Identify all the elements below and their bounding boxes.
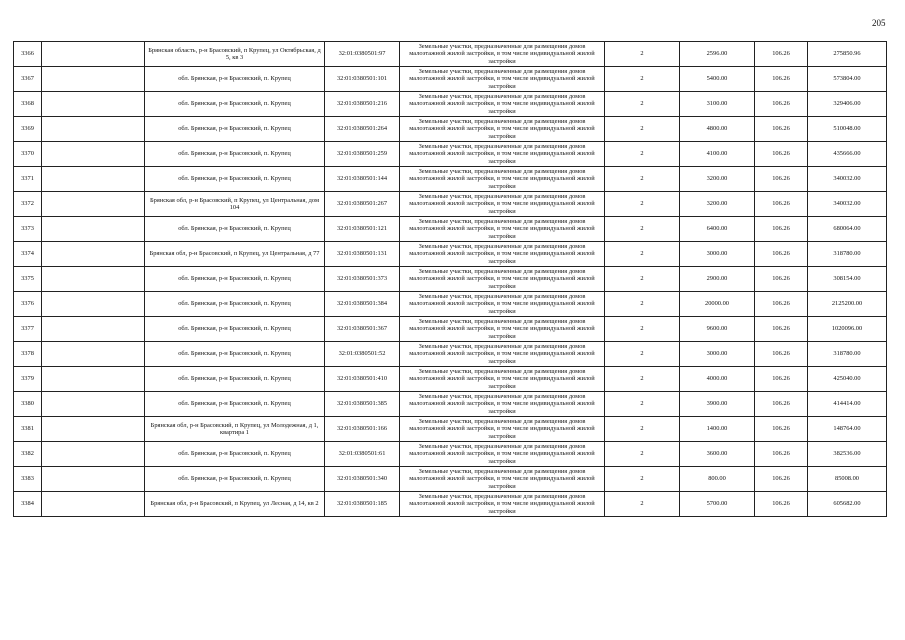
specific-value-cell: 106.26 (755, 392, 808, 417)
group-cell: 2 (605, 217, 680, 242)
cadastral-number-cell: 32:01:0380501:410 (325, 367, 400, 392)
specific-value-cell: 106.26 (755, 142, 808, 167)
group-cell: 2 (605, 42, 680, 67)
table-row (14, 217, 887, 242)
empty-cell (42, 292, 145, 317)
area-cell: 3900.00 (680, 392, 755, 417)
area-cell: 1400.00 (680, 417, 755, 442)
row-number-cell: 3366 (14, 42, 42, 67)
area-cell: 5400.00 (680, 67, 755, 92)
address-cell: Брянская обл, р-н Брасовский, п Крупец, ул Центральная, дом 104 (145, 192, 325, 217)
cadastral-value-cell: 414414.00 (808, 392, 887, 417)
group-cell: 2 (605, 267, 680, 292)
row-number-cell: 3369 (14, 117, 42, 142)
cadastral-value-cell: 573804.00 (808, 67, 887, 92)
cadastral-value-cell: 318780.00 (808, 342, 887, 367)
cadastral-number-cell: 32:01:0380501:131 (325, 242, 400, 267)
address-cell: Брянская обл, р-н Брасовский, п Крупец, ул Центральная, д 77 (145, 242, 325, 267)
land-use-cell: Земельные участки, предназначенные для размещения домов малоэтажной жилой застройки, в том числе индивидуальной жилой застройки (400, 167, 605, 192)
address-cell: обл. Брянская, р-н Брасовский, п. Крупец (145, 367, 325, 392)
row-number-cell: 3384 (14, 492, 42, 517)
page-number: 205 (872, 18, 886, 28)
empty-cell (42, 442, 145, 467)
cadastral-number-cell: 32:01:0380501:216 (325, 92, 400, 117)
specific-value-cell: 106.26 (755, 317, 808, 342)
group-cell: 2 (605, 242, 680, 267)
cadastral-value-cell: 425040.00 (808, 367, 887, 392)
table-row (14, 317, 887, 342)
address-cell: обл. Брянская, р-н Брасовский, п. Крупец (145, 267, 325, 292)
group-cell: 2 (605, 367, 680, 392)
cadastral-value-cell: 318780.00 (808, 242, 887, 267)
address-cell: обл. Брянская, р-н Брасовский, п. Крупец (145, 292, 325, 317)
specific-value-cell: 106.26 (755, 467, 808, 492)
specific-value-cell: 106.26 (755, 292, 808, 317)
area-cell: 3600.00 (680, 442, 755, 467)
specific-value-cell: 106.26 (755, 92, 808, 117)
area-cell: 4800.00 (680, 117, 755, 142)
row-number-cell: 3383 (14, 467, 42, 492)
row-number-cell: 3370 (14, 142, 42, 167)
cadastral-value-cell: 329406.00 (808, 92, 887, 117)
specific-value-cell: 106.26 (755, 342, 808, 367)
row-number-cell: 3379 (14, 367, 42, 392)
empty-cell (42, 342, 145, 367)
cadastral-value-cell: 85008.00 (808, 467, 887, 492)
cadastral-value-cell: 340032.00 (808, 167, 887, 192)
cadastral-value-cell: 1020096.00 (808, 317, 887, 342)
group-cell: 2 (605, 317, 680, 342)
land-use-cell: Земельные участки, предназначенные для размещения домов малоэтажной жилой застройки, в том числе индивидуальной жилой застройки (400, 67, 605, 92)
land-use-cell: Земельные участки, предназначенные для размещения домов малоэтажной жилой застройки, в том числе индивидуальной жилой застройки (400, 492, 605, 517)
table-row (14, 192, 887, 217)
table-row (14, 167, 887, 192)
area-cell: 2596.00 (680, 42, 755, 67)
table-row (14, 417, 887, 442)
address-cell: обл. Брянская, р-н Брасовский, п. Крупец (145, 342, 325, 367)
cadastral-number-cell: 32:01:0380501:385 (325, 392, 400, 417)
address-cell: обл. Брянская, р-н Брасовский, п. Крупец (145, 117, 325, 142)
empty-cell (42, 42, 145, 67)
cadastral-value-cell: 435666.00 (808, 142, 887, 167)
cadastral-value-cell: 340032.00 (808, 192, 887, 217)
empty-cell (42, 92, 145, 117)
address-cell: обл. Брянская, р-н Брасовский, п. Крупец (145, 392, 325, 417)
cadastral-number-cell: 32:01:0380501:259 (325, 142, 400, 167)
land-use-cell: Земельные участки, предназначенные для размещения домов малоэтажной жилой застройки, в том числе индивидуальной жилой застройки (400, 392, 605, 417)
cadastral-value-cell: 2125200.00 (808, 292, 887, 317)
cadastral-number-cell: 32:01:0380501:97 (325, 42, 400, 67)
address-cell: обл. Брянская, р-н Брасовский, п. Крупец (145, 142, 325, 167)
specific-value-cell: 106.26 (755, 42, 808, 67)
empty-cell (42, 67, 145, 92)
land-use-cell: Земельные участки, предназначенные для размещения домов малоэтажной жилой застройки, в том числе индивидуальной жилой застройки (400, 367, 605, 392)
group-cell: 2 (605, 492, 680, 517)
row-number-cell: 3374 (14, 242, 42, 267)
table-row (14, 392, 887, 417)
area-cell: 6400.00 (680, 217, 755, 242)
land-use-cell: Земельные участки, предназначенные для размещения домов малоэтажной жилой застройки, в том числе индивидуальной жилой застройки (400, 42, 605, 67)
empty-cell (42, 117, 145, 142)
group-cell: 2 (605, 117, 680, 142)
group-cell: 2 (605, 142, 680, 167)
table-row (14, 117, 887, 142)
group-cell: 2 (605, 192, 680, 217)
cadastral-value-cell: 382536.00 (808, 442, 887, 467)
area-cell: 5700.00 (680, 492, 755, 517)
table-row (14, 467, 887, 492)
cadastral-number-cell: 32:01:0380501:101 (325, 67, 400, 92)
row-number-cell: 3381 (14, 417, 42, 442)
address-cell: обл. Брянская, р-н Брасовский, п. Крупец (145, 67, 325, 92)
area-cell: 3000.00 (680, 342, 755, 367)
land-use-cell: Земельные участки, предназначенные для размещения домов малоэтажной жилой застройки, в том числе индивидуальной жилой застройки (400, 292, 605, 317)
address-cell: Брянская обл, р-н Брасовский, п Крупец, ул Лесная, д 14, кв 2 (145, 492, 325, 517)
table-row (14, 292, 887, 317)
empty-cell (42, 167, 145, 192)
row-number-cell: 3368 (14, 92, 42, 117)
area-cell: 4000.00 (680, 367, 755, 392)
row-number-cell: 3372 (14, 192, 42, 217)
specific-value-cell: 106.26 (755, 417, 808, 442)
area-cell: 3000.00 (680, 242, 755, 267)
address-cell: Брянская область, р-н Брасовский, п Крупец, ул Октябрьская, д 5, кв 3 (145, 42, 325, 67)
row-number-cell: 3367 (14, 67, 42, 92)
group-cell: 2 (605, 92, 680, 117)
land-use-cell: Земельные участки, предназначенные для размещения домов малоэтажной жилой застройки, в том числе индивидуальной жилой застройки (400, 92, 605, 117)
cadastral-number-cell: 32:01:0380501:166 (325, 417, 400, 442)
area-cell: 2900.00 (680, 267, 755, 292)
land-use-cell: Земельные участки, предназначенные для размещения домов малоэтажной жилой застройки, в том числе индивидуальной жилой застройки (400, 117, 605, 142)
specific-value-cell: 106.26 (755, 267, 808, 292)
land-use-cell: Земельные участки, предназначенные для размещения домов малоэтажной жилой застройки, в том числе индивидуальной жилой застройки (400, 467, 605, 492)
cadastral-value-table (13, 41, 887, 517)
address-cell: обл. Брянская, р-н Брасовский, п. Крупец (145, 317, 325, 342)
row-number-cell: 3373 (14, 217, 42, 242)
group-cell: 2 (605, 342, 680, 367)
specific-value-cell: 106.26 (755, 67, 808, 92)
specific-value-cell: 106.26 (755, 217, 808, 242)
area-cell: 9600.00 (680, 317, 755, 342)
table-row (14, 42, 887, 67)
land-use-cell: Земельные участки, предназначенные для размещения домов малоэтажной жилой застройки, в том числе индивидуальной жилой застройки (400, 442, 605, 467)
land-use-cell: Земельные участки, предназначенные для размещения домов малоэтажной жилой застройки, в том числе индивидуальной жилой застройки (400, 217, 605, 242)
specific-value-cell: 106.26 (755, 442, 808, 467)
group-cell: 2 (605, 417, 680, 442)
cadastral-number-cell: 32:01:0380501:61 (325, 442, 400, 467)
specific-value-cell: 106.26 (755, 492, 808, 517)
area-cell: 3200.00 (680, 192, 755, 217)
cadastral-number-cell: 32:01:0380501:185 (325, 492, 400, 517)
area-cell: 20000.00 (680, 292, 755, 317)
cadastral-value-cell: 308154.00 (808, 267, 887, 292)
empty-cell (42, 142, 145, 167)
empty-cell (42, 417, 145, 442)
cadastral-number-cell: 32:01:0380501:373 (325, 267, 400, 292)
cadastral-number-cell: 32:01:0380501:52 (325, 342, 400, 367)
cadastral-number-cell: 32:01:0380501:384 (325, 292, 400, 317)
land-use-cell: Земельные участки, предназначенные для размещения домов малоэтажной жилой застройки, в том числе индивидуальной жилой застройки (400, 417, 605, 442)
cadastral-value-cell: 275850.96 (808, 42, 887, 67)
cadastral-number-cell: 32:01:0380501:121 (325, 217, 400, 242)
row-number-cell: 3382 (14, 442, 42, 467)
address-cell: Брянская обл, р-н Брасовский, п Крупец, ул Молодежная, д 1, квартира 1 (145, 417, 325, 442)
land-use-cell: Земельные участки, предназначенные для размещения домов малоэтажной жилой застройки, в том числе индивидуальной жилой застройки (400, 192, 605, 217)
table-row (14, 342, 887, 367)
cadastral-value-cell: 148764.00 (808, 417, 887, 442)
row-number-cell: 3375 (14, 267, 42, 292)
table-row (14, 367, 887, 392)
address-cell: обл. Брянская, р-н Брасовский, п. Крупец (145, 217, 325, 242)
table-row (14, 67, 887, 92)
land-use-cell: Земельные участки, предназначенные для размещения домов малоэтажной жилой застройки, в том числе индивидуальной жилой застройки (400, 317, 605, 342)
land-use-cell: Земельные участки, предназначенные для размещения домов малоэтажной жилой застройки, в том числе индивидуальной жилой застройки (400, 342, 605, 367)
group-cell: 2 (605, 167, 680, 192)
address-cell: обл. Брянская, р-н Брасовский, п. Крупец (145, 92, 325, 117)
empty-cell (42, 267, 145, 292)
land-use-cell: Земельные участки, предназначенные для размещения домов малоэтажной жилой застройки, в том числе индивидуальной жилой застройки (400, 142, 605, 167)
table-row (14, 492, 887, 517)
specific-value-cell: 106.26 (755, 117, 808, 142)
cadastral-number-cell: 32:01:0380501:340 (325, 467, 400, 492)
land-use-cell: Земельные участки, предназначенные для размещения домов малоэтажной жилой застройки, в том числе индивидуальной жилой застройки (400, 267, 605, 292)
area-cell: 3100.00 (680, 92, 755, 117)
row-number-cell: 3376 (14, 292, 42, 317)
specific-value-cell: 106.26 (755, 242, 808, 267)
cadastral-number-cell: 32:01:0380501:264 (325, 117, 400, 142)
land-use-cell: Земельные участки, предназначенные для размещения домов малоэтажной жилой застройки, в том числе индивидуальной жилой застройки (400, 242, 605, 267)
empty-cell (42, 367, 145, 392)
address-cell: обл. Брянская, р-н Брасовский, п. Крупец (145, 467, 325, 492)
cadastral-number-cell: 32:01:0380501:144 (325, 167, 400, 192)
table-row (14, 142, 887, 167)
table-body (14, 42, 887, 517)
cadastral-number-cell: 32:01:0380501:267 (325, 192, 400, 217)
address-cell: обл. Брянская, р-н Брасовский, п. Крупец (145, 167, 325, 192)
cadastral-value-cell: 510048.00 (808, 117, 887, 142)
empty-cell (42, 317, 145, 342)
address-cell: обл. Брянская, р-н Брасовский, п. Крупец (145, 442, 325, 467)
specific-value-cell: 106.26 (755, 367, 808, 392)
row-number-cell: 3378 (14, 342, 42, 367)
cadastral-value-cell: 680064.00 (808, 217, 887, 242)
group-cell: 2 (605, 67, 680, 92)
empty-cell (42, 467, 145, 492)
row-number-cell: 3380 (14, 392, 42, 417)
group-cell: 2 (605, 392, 680, 417)
cadastral-number-cell: 32:01:0380501:367 (325, 317, 400, 342)
table-row (14, 442, 887, 467)
group-cell: 2 (605, 442, 680, 467)
empty-cell (42, 242, 145, 267)
empty-cell (42, 392, 145, 417)
group-cell: 2 (605, 467, 680, 492)
row-number-cell: 3371 (14, 167, 42, 192)
table-row (14, 242, 887, 267)
specific-value-cell: 106.26 (755, 192, 808, 217)
area-cell: 3200.00 (680, 167, 755, 192)
area-cell: 800.00 (680, 467, 755, 492)
empty-cell (42, 192, 145, 217)
specific-value-cell: 106.26 (755, 167, 808, 192)
cadastral-value-cell: 605682.00 (808, 492, 887, 517)
group-cell: 2 (605, 292, 680, 317)
empty-cell (42, 217, 145, 242)
empty-cell (42, 492, 145, 517)
row-number-cell: 3377 (14, 317, 42, 342)
table-row (14, 267, 887, 292)
table-row (14, 92, 887, 117)
area-cell: 4100.00 (680, 142, 755, 167)
